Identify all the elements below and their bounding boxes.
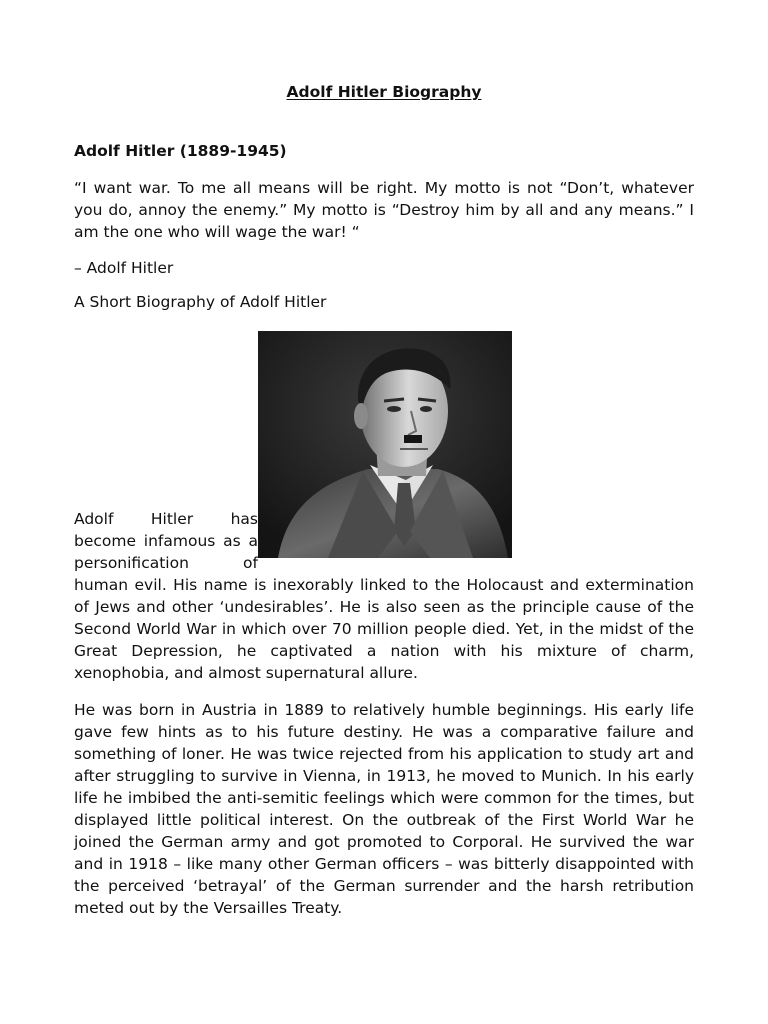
intro-wrapped-text: Adolf Hitler has become infamous as a personification of <box>74 510 258 572</box>
document-page <box>74 0 694 1024</box>
portrait-photo <box>258 331 512 558</box>
quote-attribution: – Adolf Hitler <box>74 259 174 277</box>
subtitle-name-dates: Adolf Hitler (1889-1945) <box>74 142 287 160</box>
section-heading: A Short Biography of Adolf Hitler <box>74 293 327 311</box>
intro-paragraph: human evil. His name is inexorably linked to the Holocaust and extermination of Jews and other ‘undesirables’. He is also seen as the principle cause of the Second World War in which over 70 million people died. Yet, in the midst of the Great Depression, he captivated a nation with his mixture of charm, xenophobia, and almost supernatural allure. <box>74 576 694 682</box>
biography-paragraph-2: He was born in Austria in 1889 to relatively humble beginnings. His early life gave few hints as to his future destiny. He was a comparative failure and something of loner. He was twice rejected from his application to study art and after struggling to survive in Vienna, in 1913, he moved to Munich. In his early life he imbibed the anti-semitic feelings which were common for the times, but displayed little political interest. On the outbreak of the First World War he joined the German army and got promoted to Corporal. He survived the war and in 1918 – like many other German officers – was bitterly disappointed with the perceived ‘betrayal’ of the German surrender and the harsh retribution meted out by the Versailles Treaty. <box>74 701 694 917</box>
document-title: Adolf Hitler Biography <box>286 83 482 101</box>
portrait-illustration <box>258 331 512 558</box>
quote-paragraph: “I want war. To me all means will be right. My motto is not “Don’t, whatever you do, annoy the enemy.” My motto is “Destroy him by all and any means.” I am the one who will wage the war! “ <box>74 179 694 241</box>
